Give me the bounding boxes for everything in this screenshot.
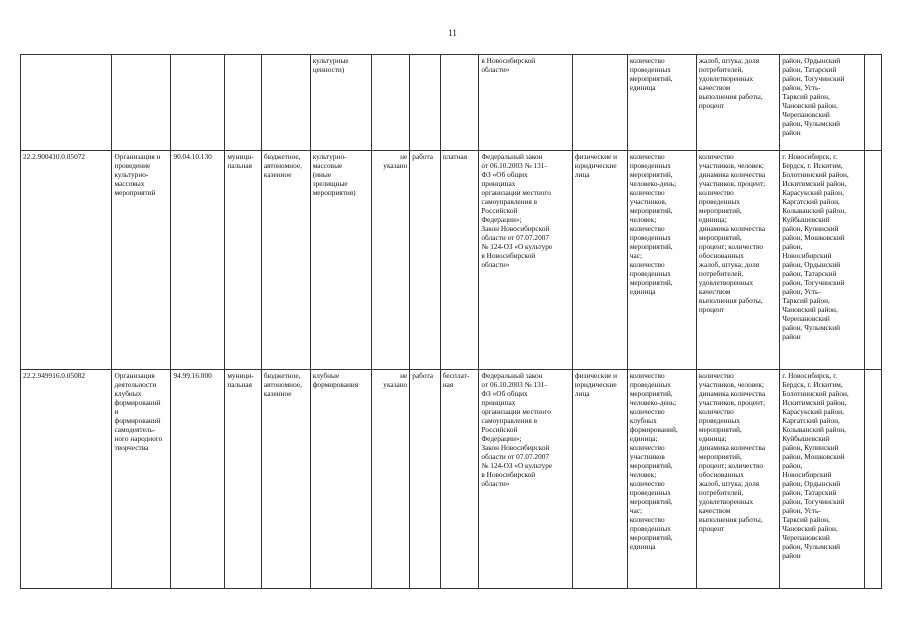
legal-basis-cell xyxy=(479,55,573,151)
institution-type-cell xyxy=(261,370,310,589)
activity-content-cell xyxy=(310,55,371,151)
activity-content-cell xyxy=(310,370,371,589)
indication-cell xyxy=(371,151,410,370)
volume-indicators-text: количество проведенных мероприятий, человеко-день; количество клубных формирований, единица; количество участников мероприятий, человек; количество проведенных мероприятий, час; количество проведенных мероприятий, единица xyxy=(629,371,678,551)
quality-indicators-text: количество участников, человек; динамика количества участников, процент; количество проведенных мероприятий, единица; динамика количества мероприятий, процент; количество обоснованных жалоб, штука; доля потребителей, удовлетворенных качеством выполнения работы, процент xyxy=(698,371,766,533)
service-level-cell xyxy=(225,55,262,151)
quality-indicators-cell xyxy=(696,370,779,589)
indication-cell xyxy=(371,370,410,589)
institution-type-cell xyxy=(261,55,310,151)
extra-column-cell xyxy=(864,370,881,589)
payment-type-cell xyxy=(440,55,479,151)
consumers-cell xyxy=(572,55,627,151)
consumers-text: физические и юридические лица xyxy=(574,152,618,179)
services-register-table xyxy=(20,54,882,589)
legal-basis-text: Федеральный закон от 06.10.2003 № 131- ФЗ «Об общих принципах организации местного самоуправления в Российской Федерации»; Закон Новосибирской области от 07.07.2007 № 124-ОЗ «О культуре в Новосибирской области» xyxy=(481,371,553,488)
service-level-cell xyxy=(225,151,262,370)
extra-column-cell xyxy=(864,55,881,151)
service-level-text: муници- пальная xyxy=(227,371,254,389)
service-code-text: 22.2.900410.0.05072 xyxy=(23,152,86,161)
activity-content-text: культурные ценности) xyxy=(312,56,349,74)
service-code-cell xyxy=(21,151,112,370)
quality-indicators-text: количество участников, человек; динамика количества участников, процент; количество проведенных мероприятий, единица; динамика количества мероприятий, процент; количество обоснованных жалоб, штука; доля потребителей, удовлетворенных качеством выполнения работы, процент xyxy=(698,152,766,314)
consumers-cell xyxy=(572,370,627,589)
consumers-cell xyxy=(572,151,627,370)
institution-type-cell xyxy=(261,151,310,370)
activity-content-cell xyxy=(310,151,371,370)
institution-type-text: бюджетное, автономное, казенное xyxy=(263,371,302,398)
payment-type-text: бесплат- ная xyxy=(442,371,470,389)
volume-indicators-text: количество проведенных мероприятий, единица xyxy=(629,56,673,92)
volume-indicators-cell xyxy=(627,151,696,370)
indication-text: не указано xyxy=(383,152,408,170)
service-level-text: муници- пальная xyxy=(227,152,254,170)
legal-basis-cell xyxy=(479,370,573,589)
service-name-cell xyxy=(112,55,171,151)
okved-code-text: 90.04.10.130 xyxy=(173,152,212,161)
okved-code-text: 94.99.16.000 xyxy=(173,371,212,380)
territory-text: г. Новосибирск, г. Бердск, г. Искитим, Болотнинский район, Искитимский район, Карасукский район, Каргатский район, Колыванский район, Куйбышевский район, Купинский район, Мошковский район, Новосибирский район, Ордынский район, Татарский район, Тогучинский район, Усть- Тарксий район, Чановский район, Черепановский район, Чулымский район xyxy=(782,152,849,341)
service-kind-cell xyxy=(410,55,440,151)
legal-basis-text: в Новосибирской области» xyxy=(481,56,536,74)
service-kind-text: работа xyxy=(412,371,433,380)
service-name-cell xyxy=(112,151,171,370)
payment-type-text: платная xyxy=(442,152,468,161)
legal-basis-text: Федеральный закон от 06.10.2003 № 131- ФЗ «Об общих принципах организации местного самоуправления в Российской Федерации»; Закон Новосибирской области от 07.07.2007 № 124-ОЗ «О культуре в Новосибирской области» xyxy=(481,152,553,269)
okved-code-cell xyxy=(171,151,225,370)
service-name-text: Организация деятельности клубных формирований и формирований самодеятель- ного народного творчества xyxy=(114,371,163,452)
territory-text: район, Ордынский район, Татарский район, Тогучинский район, Усть- Тарксий район, Чановский район, Черепановский район, Чулымский район xyxy=(782,56,845,137)
okved-code-cell xyxy=(171,370,225,589)
quality-indicators-cell xyxy=(696,151,779,370)
service-code-cell xyxy=(21,370,112,589)
activity-content-text: культурно- массовые (иные зрелищные мероприятия) xyxy=(312,152,356,197)
quality-indicators-cell xyxy=(696,55,779,151)
institution-type-text: бюджетное, автономное, казенное xyxy=(263,152,302,179)
indication-cell xyxy=(371,55,410,151)
service-kind-cell xyxy=(410,370,440,589)
indication-text: не указано xyxy=(383,371,408,389)
service-kind-cell xyxy=(410,151,440,370)
service-name-text: Организация и проведение культурно- массовых мероприятий xyxy=(114,152,161,197)
page-number: 11 xyxy=(448,28,457,38)
table-row xyxy=(21,370,882,589)
table-row xyxy=(21,55,882,151)
payment-type-cell xyxy=(440,370,479,589)
volume-indicators-cell xyxy=(627,55,696,151)
service-kind-text: работа xyxy=(412,152,433,161)
service-code-text: 22.2.949916.0.05082 xyxy=(23,371,86,380)
service-code-cell xyxy=(21,55,112,151)
extra-column-cell xyxy=(864,151,881,370)
territory-cell xyxy=(780,151,864,370)
volume-indicators-text: количество проведенных мероприятий, человеко-день; количество участников, мероприятий, человек; количество проведенных мероприятий, час; количество проведенных мероприятий, единица xyxy=(629,152,677,296)
volume-indicators-cell xyxy=(627,370,696,589)
consumers-text: физические и юридические лица xyxy=(574,371,618,398)
activity-content-text: клубные формирования xyxy=(312,371,359,389)
okved-code-cell xyxy=(171,55,225,151)
territory-text: г. Новосибирск, г. Бердск, г. Искитим, Болотнинский район, Искитимский район, Карасукский район, Каргатский район, Колыванский район, Куйбышевский район, Купинский район, Мошковский район, Новосибирский район, Ордынский район, Татарский район, Тогучинский район, Усть- Тарксий район, Чановский район, Черепановский район, Чулымский район xyxy=(782,371,849,560)
payment-type-cell xyxy=(440,151,479,370)
legal-basis-cell xyxy=(479,151,573,370)
territory-cell xyxy=(780,55,864,151)
territory-cell xyxy=(780,370,864,589)
service-level-cell xyxy=(225,370,262,589)
quality-indicators-text: жалоб, штука; доля потребителей, удовлетворенных качеством выполнения работы, процент xyxy=(698,56,763,110)
service-name-cell xyxy=(112,370,171,589)
table-row xyxy=(21,151,882,370)
